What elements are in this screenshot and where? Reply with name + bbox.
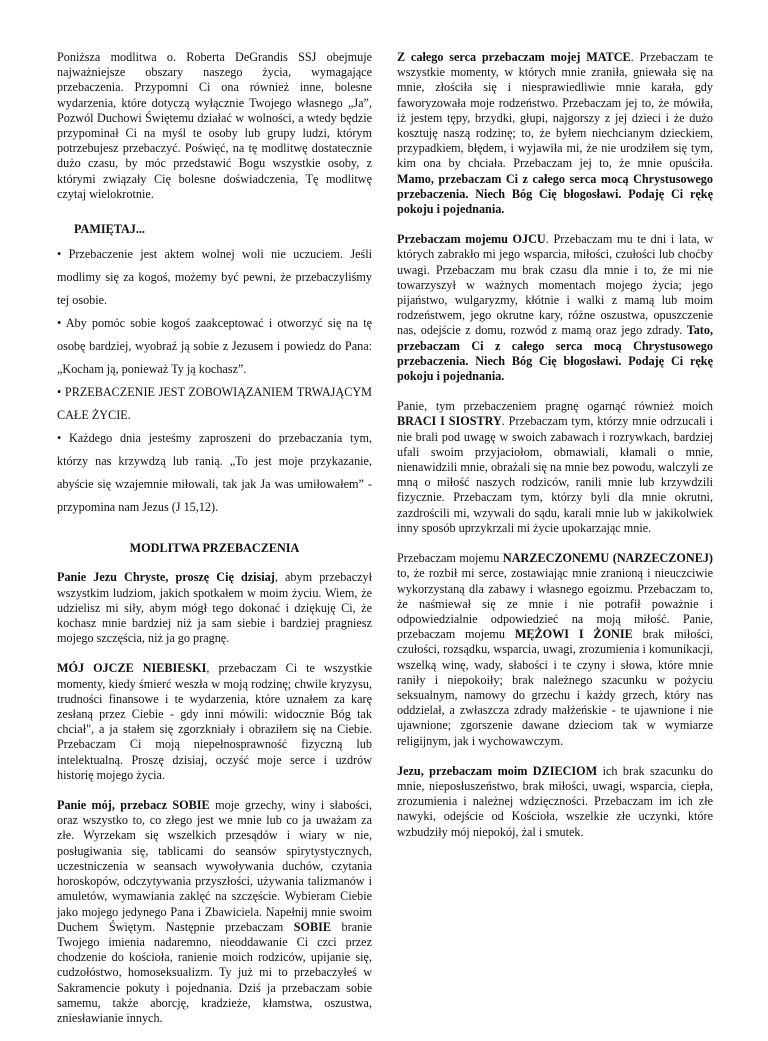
paragraph-lead: Jezu, przebaczam moim DZIECIOM	[397, 763, 598, 778]
paragraph-closing: Mamo, przebaczam Ci z całego serca mocą Chrystusowego przebaczenia. Niech Bóg Cię błogosławi. Podaję Ci rękę pokoju i pojednania.	[397, 171, 713, 217]
paragraph-emphasis: NARZECZONEMU (NARZECZONEJ)	[502, 551, 713, 566]
remember-box	[57, 222, 372, 519]
paragraph-text: . Przebaczam mu te dni i lata, w których zabrakło mi jego wsparcia, miłości, czułości lub choćby uwagi. Przebaczam mu brak czasu dla mnie i to, że mi nie towarzyszył w ważnych momentach mojego życia; jego pijaństwo, wulgaryzmy, kłótnie i walki z mamą lub moim rodzeństwem, jego okrutne kary, różne oszustwa, opuszczenie nas, odejście z domu, rozwód z mamą oraz jego zdrady.	[397, 232, 714, 338]
paragraph-text: brak miłości, czułości, rozsądku, wsparcia, uwagi, zrozumienia i komunikacji, wszelką winę, wady, słabości i te czyny i słowa, które mnie raniły i niepokoiły; brak należnego szacunku w pożyciu seksualnym, namowy do grzechu i każdy grzech, który nas oddzielał, a zwłaszcza zdrady małżeńskie - te ujawnione i nie ujawnione; zgorszenie dawane dzieciom tak w wymiarze religijnym, jak i wychowawczym.	[397, 627, 713, 748]
paragraph-lead: Panie mój, przebacz SOBIE	[57, 798, 210, 813]
paragraph-lead: Z całego serca przebaczam mojej MATCE	[397, 50, 631, 64]
paragraph-lead: Przebaczam mojemu OJCU	[397, 232, 546, 247]
paragraph-text: to, że rozbił mi serce, zostawiając mnie zranioną i nieuczciwie wykorzystaną dla zabawy i własnego egoizmu. Przebaczam to, że naśmiewał się ze mnie i nie potrafił poważnie i odpowiedzialnie odpowiedzieć na moją miłość. Panie, przebaczam mojemu	[397, 566, 713, 642]
paragraph-text: . Przebaczam tym, którzy mnie odrzucali i nie brali pod uwagę w swoich zabawach i rozrywkach, bardziej ufali swoim przyjaciołom, obmawiali, kłamali o mnie, nienawidzili mnie, obrażali się na mnie bez powodu, walczyli ze mną o miłość naszych rodziców, ranili mnie lub krzywdzili fizycznie. Przebaczam tym, którzy byli dla mnie okrutni, zazdrościli mi, wzywali do sądu, karali mnie lub w jakikolwiek inny sposób uprzykrzali mi życie upokarzając mnie.	[397, 414, 713, 535]
prayer-paragraph-father-in-heaven	[57, 661, 372, 783]
paragraph-text: moje grzechy, winy i słabości, oraz wszystko to, co złego jest we mnie lub co ja uważam za złe. Wyrzekam się wszelkich przesądów i wiary w nie, posługiwania się, tablicami do seansów spirytystycznych, uczestniczenia w seansach wywoływania duchów, czytania horoskopów, odczytywania przyszłości, używania talizmanów i amuletów, wymawiania zaklęć na szczęście. Wybieram Ciebie jako mojego jedynego Pana i Zbawiciela. Napełnij mnie swoim Duchem Świętym. Następnie przebaczam	[57, 798, 373, 934]
prayer-paragraph-siblings	[397, 399, 713, 536]
prayer-paragraph-mother	[397, 50, 713, 217]
remember-title: PAMIĘTAJ...	[74, 222, 145, 237]
remember-item: • Aby pomóc sobie kogoś zaakceptować i otworzyć się na tę osobę bardziej, wyobraź ją sobie z Jezusem i powiedz do Pana: „Kocham ją, ponieważ Ty ją kochasz”.	[57, 316, 372, 377]
remember-item: • Przebaczenie jest aktem wolnej woli nie uczuciem. Jeśli modlimy się za kogoś, możemy być pewni, że przebaczyliśmy tej osobie.	[57, 247, 372, 308]
prayer-paragraph-jesus	[57, 570, 372, 646]
paragraph-text: branie Twojego imienia nadaremno, nieoddawanie Ci czci przez chodzenie do kościoła, ranienie moich rodziców, upijanie się, cudzołóstwo, homoseksualizm. Ty już mi to przebaczyłeś w Sakramencie pokuty i pojednania. Dziś ja przebaczam sobie samemu, także aborcję, kradzieże, kłamstwa, oszustwa, zniesławianie innych.	[57, 919, 372, 1025]
right-column	[397, 50, 713, 855]
prayer-title: MODLITWA PRZEBACZENIA	[129, 541, 300, 556]
paragraph-text: Panie, tym przebaczeniem pragnę ogarnąć również moich	[397, 399, 713, 414]
paragraph-lead: Panie Jezu Chryste, proszę Cię dzisiaj	[57, 570, 275, 585]
prayer-paragraph-spouse	[397, 551, 713, 749]
paragraph-text: ich brak szacunku do mnie, nieposłuszeństwo, brak miłości, uwagi, wsparcia, ciepła, zrozumienia i należnej wdzięczności. Przebaczam im ich złe nawyki, odejście od Kościoła, wszelkie złe uczynki, które wzbudziły mój niepokój, żal i smutek.	[397, 763, 713, 839]
left-column	[57, 50, 372, 1041]
intro-paragraph: Poniższa modlitwa o. Roberta DeGrandis SSJ obejmuje najważniejsze obszary naszego życia, wymagające przebaczenia. Przypomni Ci ona również inne, bolesne wydarzenia, które dotyczą wyłącznie Twojego własnego „Ja”, Pozwól Duchowi Świętemu działać w wolności, a wtedy będzie przypominał Ci na myśl te osoby lub grupy ludzi, którym potrzebujesz przebaczyć. Poświęć, na tę modlitwę dostatecznie dużo czasu, by móc przedstawić Bogu wszystkie osoby, z którymi związały Cię bolesne doświadczenia, Tę modlitwę czytaj wielokrotnie.	[57, 50, 372, 201]
paragraph-lead: MÓJ OJCZE NIEBIESKI	[57, 661, 207, 676]
paragraph-emphasis: MĘŻOWI I ŻONIE	[514, 627, 633, 642]
remember-item: • PRZEBACZENIE JEST ZOBOWIĄZANIEM TRWAJĄCYM CAŁE ŻYCIE.	[57, 385, 372, 423]
prayer-paragraph-self	[57, 798, 372, 1026]
paragraph-emphasis: SOBIE	[293, 919, 331, 934]
paragraph-closing: Tato, przebaczam Ci z całego serca mocą Chrystusowego przebaczenia. Niech Bóg Cię błogosławi. Podaję Ci rękę pokoju i pojednania.	[397, 323, 713, 384]
prayer-paragraph-children	[397, 764, 713, 840]
paragraph-text: . Przebaczam te wszystkie momenty, w których mnie zraniła, gniewała się na mnie, złościła się i niesprawiedliwie mnie karała, gdy faworyzowała moje rodzeństwo. Przebaczam jej to, że mówiła, iż jestem tępy, brzydki, głupi, najgorszy z jej dzieci i że dużo kosztuję naszą rodzinę; to, że byłem niechcianym dzieckiem, przypadkiem, błędem, i wyjawiła mi, że nie urodziłem się tym, kim ona by chciała. Przebaczam jej to, że mnie opuściła.	[397, 50, 713, 171]
paragraph-emphasis: BRACI I SIOSTRY	[397, 414, 502, 429]
paragraph-text: Przebaczam mojemu	[397, 551, 503, 566]
paragraph-text: , przebaczam Ci te wszystkie momenty, kiedy śmierć weszła w moją rodzinę; chwile kryzysu, trudności finansowe i te wydarzenia, które uznałem za karę zesłaną przez Ciebie - gdy inni mówili: widocznie Bóg tak chciał", a ja stałem się zgorzkniały i obraziłem się na Ciebie. Przebaczam Ci moją niepełnosprawność fizyczną lub intelektualną. Proszę dzisiaj, oczyść moje serce i uzdrów historię mojego życia.	[57, 661, 372, 782]
remember-item: • Każdego dnia jesteśmy zaproszeni do przebaczania tym, którzy nas krzywdzą lub ranią. „To jest moje przykazanie, abyście się wzajemnie miłowali, tak jak Ja was umiłowałem” - przypomina nam Jezus (J 15,12).	[57, 431, 372, 515]
paragraph-text: , abym przebaczył wszystkim ludziom, jakich spotkałem w moim życiu. Wiem, że udzielisz mi siły, abym mógł tego dokonać i dziękuję Ci, że kochasz mnie bardziej niż ja sam siebie i bardziej pragniesz mojego szczęścia, niż ja go pragnę.	[57, 570, 372, 646]
prayer-paragraph-father	[397, 232, 713, 384]
